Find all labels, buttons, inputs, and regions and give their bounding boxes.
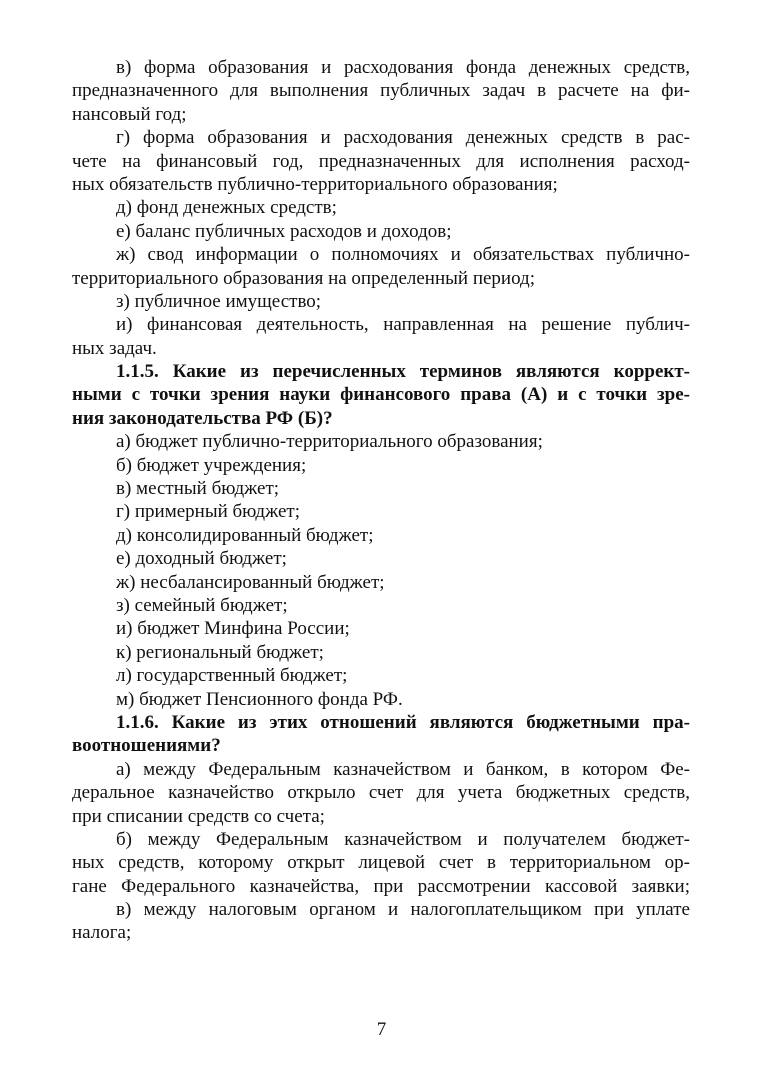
- text-line: г) примерный бюджет;: [116, 501, 300, 523]
- text-line: г) форма образования и расходования денежных средств в рас-: [116, 127, 690, 149]
- text-line: в) местный бюджет;: [116, 478, 280, 500]
- text-line: и) финансовая деятельность, направленная на решение публич-: [116, 314, 690, 336]
- text-line: з) семейный бюджет;: [116, 594, 288, 616]
- text-line: ния законодательства РФ (Б)?: [72, 407, 333, 429]
- text-line: при списании средств со счета;: [72, 805, 325, 827]
- text-line: в) форма образования и расходования фонда денежных средств,: [116, 57, 690, 78]
- text-line: з) публичное имущество;: [116, 290, 322, 312]
- text-line: д) консолидированный бюджет;: [116, 524, 374, 546]
- text-line: 1.1.5. Какие из перечисленных терминов являются коррект-: [116, 361, 690, 383]
- text-line: и) бюджет Минфина России;: [116, 618, 350, 640]
- text-line: ными с точки зрения науки финансового права (А) и с точки зре-: [72, 384, 690, 406]
- document-page: [72, 56, 690, 945]
- text-line: ных средств, которому открыт лицевой счет в территориальном ор-: [72, 852, 690, 874]
- text-line: гане Федерального казначейства, при рассмотрении кассовой заявки;: [72, 875, 690, 897]
- text-line: воотношениями?: [72, 735, 221, 757]
- text-line: нансовый год;: [72, 103, 187, 125]
- text-line: ных обязательств публично-территориального образования;: [72, 173, 558, 195]
- text-line: ж) несбалансированный бюджет;: [116, 571, 385, 593]
- text-line: налога;: [72, 922, 132, 944]
- text-line: б) между Федеральным казначейством и получателем бюджет-: [116, 828, 690, 850]
- text-line: м) бюджет Пенсионного фонда РФ.: [116, 688, 403, 710]
- text-line: е) баланс публичных расходов и доходов;: [116, 220, 452, 242]
- text-line: б) бюджет учреждения;: [116, 454, 307, 476]
- text-line: ных задач.: [72, 337, 157, 359]
- text-line: к) региональный бюджет;: [116, 641, 324, 663]
- page-number: 7: [376, 1019, 387, 1040]
- text-line: предназначенного для выполнения публичных задач в расчете на фи-: [72, 80, 690, 102]
- text-line: е) доходный бюджет;: [116, 548, 287, 570]
- text-line: в) между налоговым органом и налогоплательщиком при уплате: [116, 899, 690, 921]
- text-line: ж) свод информации о полномочиях и обязательствах публично-: [116, 244, 690, 266]
- text-line: д) фонд денежных средств;: [116, 197, 337, 219]
- text-line: л) государственный бюджет;: [116, 665, 348, 687]
- text-line: 1.1.6. Какие из этих отношений являются бюджетными пра-: [116, 711, 690, 733]
- text-line: чете на финансовый год, предназначенных для исполнения расход-: [72, 150, 690, 172]
- text-line: а) между Федеральным казначейством и банком, в котором Фе-: [116, 758, 690, 780]
- text-line: а) бюджет публично-территориального образования;: [116, 431, 543, 453]
- text-line: деральное казначейство открыло счет для учета бюджетных средств,: [72, 782, 690, 804]
- text-line: территориального образования на определенный период;: [72, 267, 535, 289]
